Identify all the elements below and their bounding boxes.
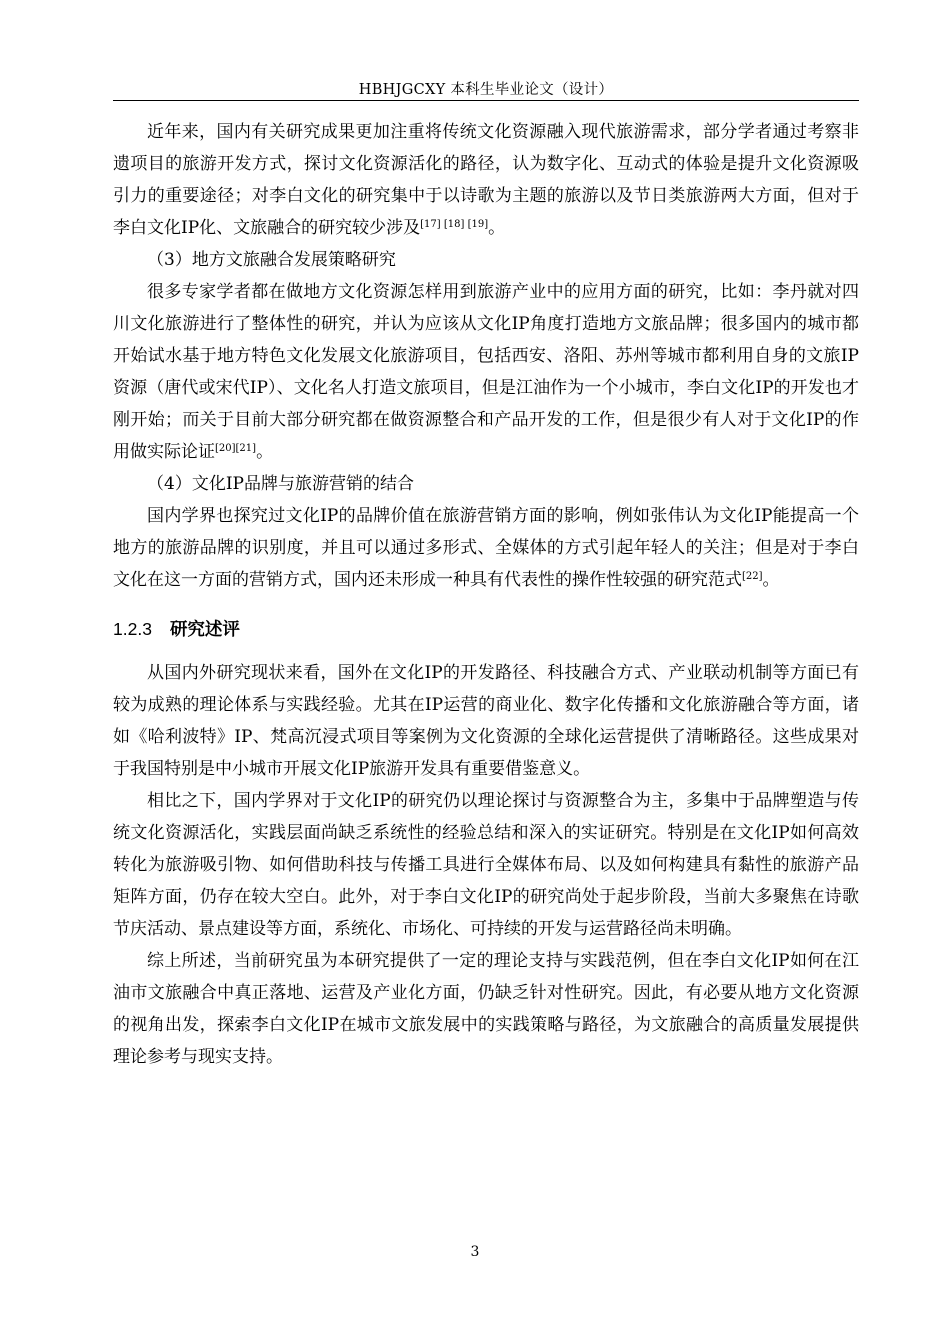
running-header: HBHJGCXY 本科生毕业论文（设计） — [358, 82, 614, 98]
subheading-4: （4）文化IP品牌与旅游营销的结合 — [147, 474, 414, 494]
paragraph-1 — [113, 116, 859, 244]
paragraph-2-end: 。 — [256, 442, 274, 462]
header-divider — [113, 100, 859, 101]
citation-22: [22] — [742, 571, 763, 582]
document-body — [113, 116, 859, 1073]
citation-20-21: [20][21] — [215, 443, 257, 454]
page-number: 3 — [470, 1244, 480, 1260]
paragraph-1-end: 。 — [488, 218, 506, 238]
paragraph-6: 综上所述，当前研究虽为本研究提供了一定的理论支持与实践范例，但在李白文化IP如何在江油市文旅融合中真正落地、运营及产业化方面，仍缺乏针对性研究。因此，有必要从地方文化资源的视角出发，探索李白文化IP在城市文旅发展中的实践策略与路径，为文旅融合的高质量发展提供理论参考与现实支持。 — [113, 951, 859, 1067]
paragraph-2-text: 很多专家学者都在做地方文化资源怎样用到旅游产业中的应用方面的研究，比如：李丹就对四川文化旅游进行了整体性的研究，并认为应该从文化IP角度打造地方文旅品牌；很多国内的城市都开始试水基于地方特色文化发展文化旅游项目，包括西安、洛阳、苏州等城市都利用自身的文旅IP资源（唐代或宋代IP）、文化名人打造文旅项目，但是江油作为一个小城市，李白文化IP的开发也才刚开始；而关于目前大部分研究都在做资源整合和产品开发的工作，但是很少有人对于文化IP的作用做实际论证 — [113, 282, 859, 462]
paragraph-3-text: 国内学界也探究过文化IP的品牌价值在旅游营销方面的影响，例如张伟认为文化IP能提高一个地方的旅游品牌的识别度，并且可以通过多形式、全媒体的方式引起年轻人的关注；但是对于李白文化在这一方面的营销方式，国内还未形成一种具有代表性的操作性较强的研究范式 — [113, 506, 859, 590]
citation-17-19: [17] [18] [19] — [420, 219, 489, 230]
paragraph-2 — [113, 276, 859, 468]
section-title: 研究述评 — [169, 620, 240, 640]
paragraph-4: 从国内外研究现状来看，国外在文化IP的开发路径、科技融合方式、产业联动机制等方面已有较为成熟的理论体系与实践经验。尤其在IP运营的商业化、数字化传播和文化旅游融合等方面，诸如《哈利波特》IP、梵高沉浸式项目等案例为文化资源的全球化运营提供了清晰路径。这些成果对于我国特别是中小城市开展文化IP旅游开发具有重要借鉴意义。 — [113, 663, 859, 779]
paragraph-1-text: 近年来，国内有关研究成果更加注重将传统文化资源融入现代旅游需求，部分学者通过考察非遗项目的旅游开发方式，探讨文化资源活化的路径，认为数字化、互动式的体验是提升文化资源吸引力的重要途径；对李白文化的研究集中于以诗歌为主题的旅游以及节日类旅游两大方面，但对于李白文化IP化、文旅融合的研究较少涉及 — [113, 122, 859, 238]
paragraph-5: 相比之下，国内学界对于文化IP的研究仍以理论探讨与资源整合为主，多集中于品牌塑造与传统文化资源活化，实践层面尚缺乏系统性的经验总结和深入的实证研究。特别是在文化IP如何高效转化为旅游吸引物、如何借助科技与传播工具进行全媒体布局、以及如何构建具有黏性的旅游产品矩阵方面，仍存在较大空白。此外，对于李白文化IP的研究尚处于起步阶段，当前大多聚焦在诗歌节庆活动、景点建设等方面，系统化、市场化、可持续的开发与运营路径尚未明确。 — [113, 791, 859, 939]
section-number: 1.2.3 — [113, 619, 152, 639]
paragraph-3 — [113, 500, 859, 596]
subheading-3: （3）地方文旅融合发展策略研究 — [147, 250, 396, 270]
paragraph-3-end: 。 — [762, 570, 780, 590]
section-heading — [113, 614, 859, 645]
